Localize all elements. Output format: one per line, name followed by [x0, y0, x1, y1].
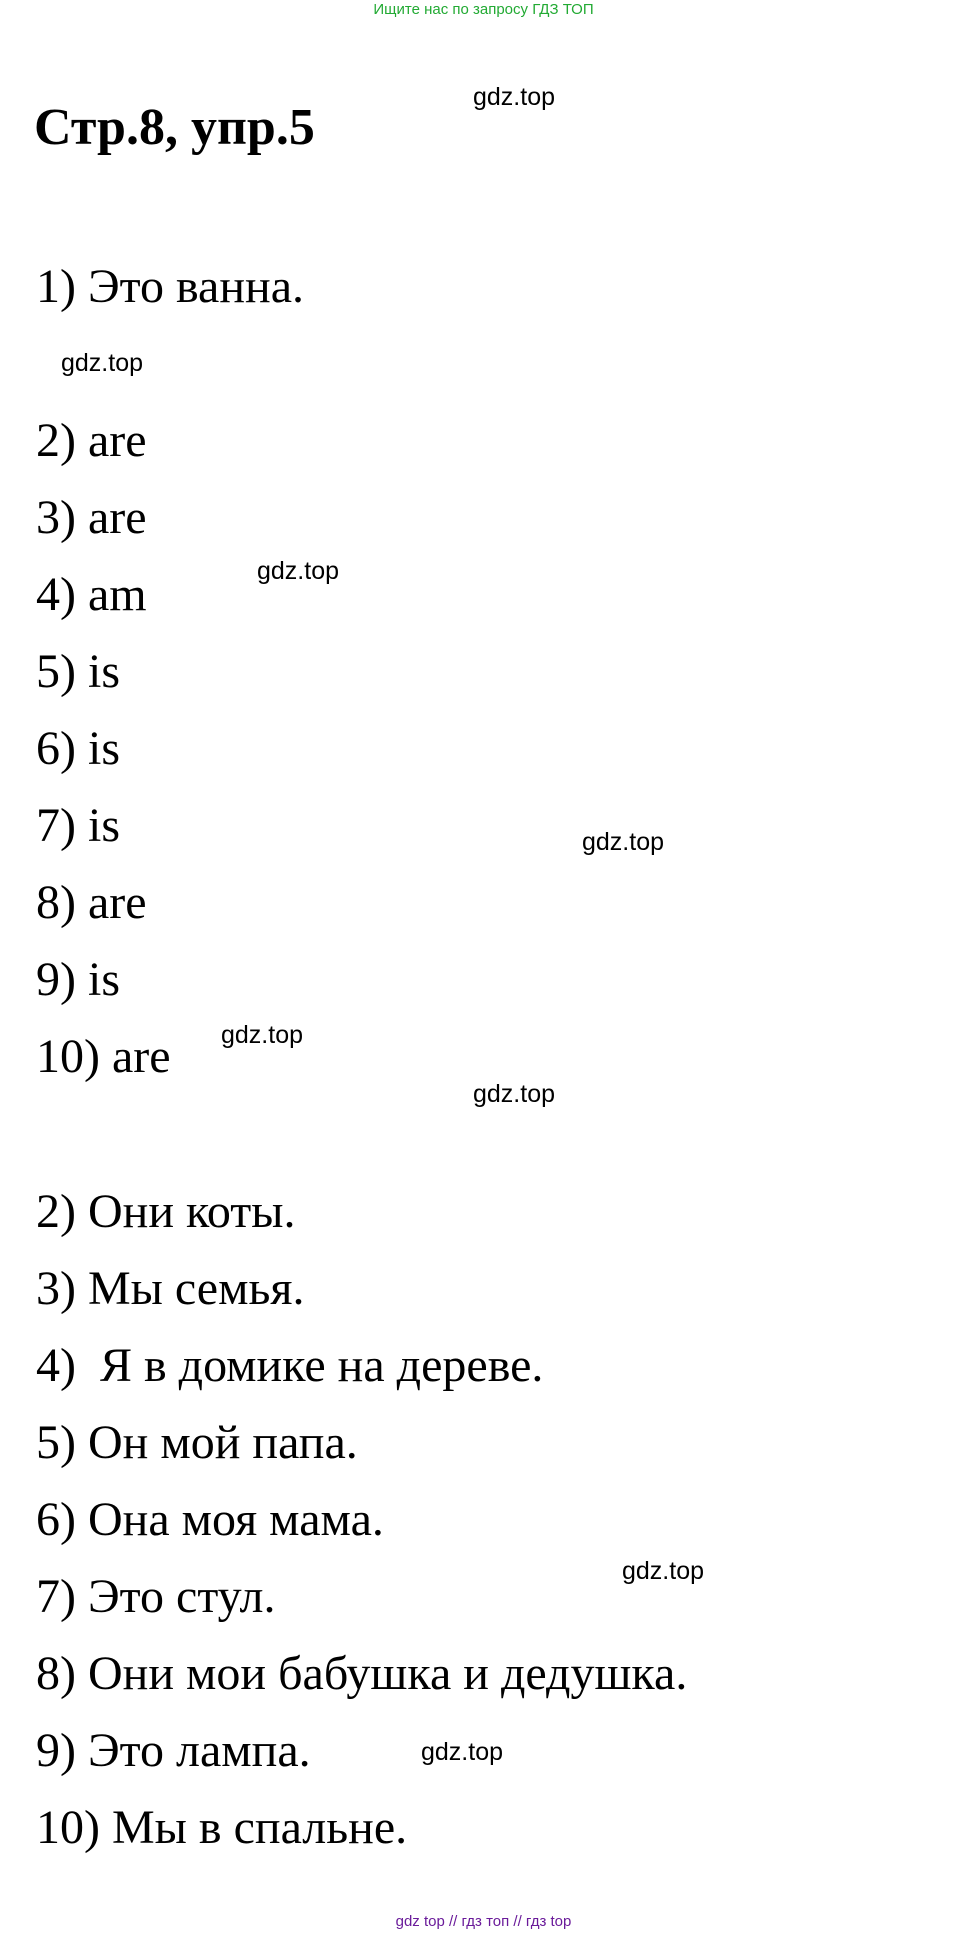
watermark: gdz.top — [622, 1557, 705, 1585]
watermark: gdz.top — [257, 557, 340, 585]
top-banner: Ищите нас по запросу ГДЗ ТОП — [373, 1, 594, 18]
translation-line: 6) Она моя мама. — [36, 1493, 384, 1546]
footer-text: gdz top // гдз топ // гдз top — [395, 1913, 572, 1930]
answer-line: 9) is — [36, 953, 120, 1006]
watermark: gdz.top — [473, 83, 556, 111]
answer-line: 8) are — [36, 876, 147, 929]
translation-line: 9) Это лампа. — [36, 1724, 311, 1777]
translation-line: 8) Они мои бабушка и дедушка. — [36, 1647, 688, 1700]
translation-line: 7) Это стул. — [36, 1570, 276, 1623]
translation-line: 5) Он мой папа. — [36, 1416, 358, 1469]
answer-line: 10) are — [36, 1030, 171, 1083]
translation-line: 10) Мы в спальне. — [36, 1801, 408, 1854]
translation-line: 4) Я в домике на дереве. — [36, 1339, 544, 1392]
answer-line: 5) is — [36, 645, 120, 698]
page-title: Стр.8, упр.5 — [34, 99, 315, 156]
answer-line: 2) are — [36, 414, 147, 467]
watermark: gdz.top — [582, 828, 665, 856]
watermark: gdz.top — [421, 1738, 504, 1766]
watermark: gdz.top — [221, 1021, 304, 1049]
answer-line: 7) is — [36, 799, 120, 852]
answer-line: 1) Это ванна. — [36, 260, 305, 313]
translation-line: 2) Они коты. — [36, 1185, 296, 1238]
answer-line: 6) is — [36, 722, 120, 775]
answer-line: 4) am — [36, 568, 147, 621]
watermark: gdz.top — [61, 349, 144, 377]
watermark: gdz.top — [473, 1080, 556, 1108]
answer-line: 3) are — [36, 491, 147, 544]
translation-line: 3) Мы семья. — [36, 1262, 305, 1315]
